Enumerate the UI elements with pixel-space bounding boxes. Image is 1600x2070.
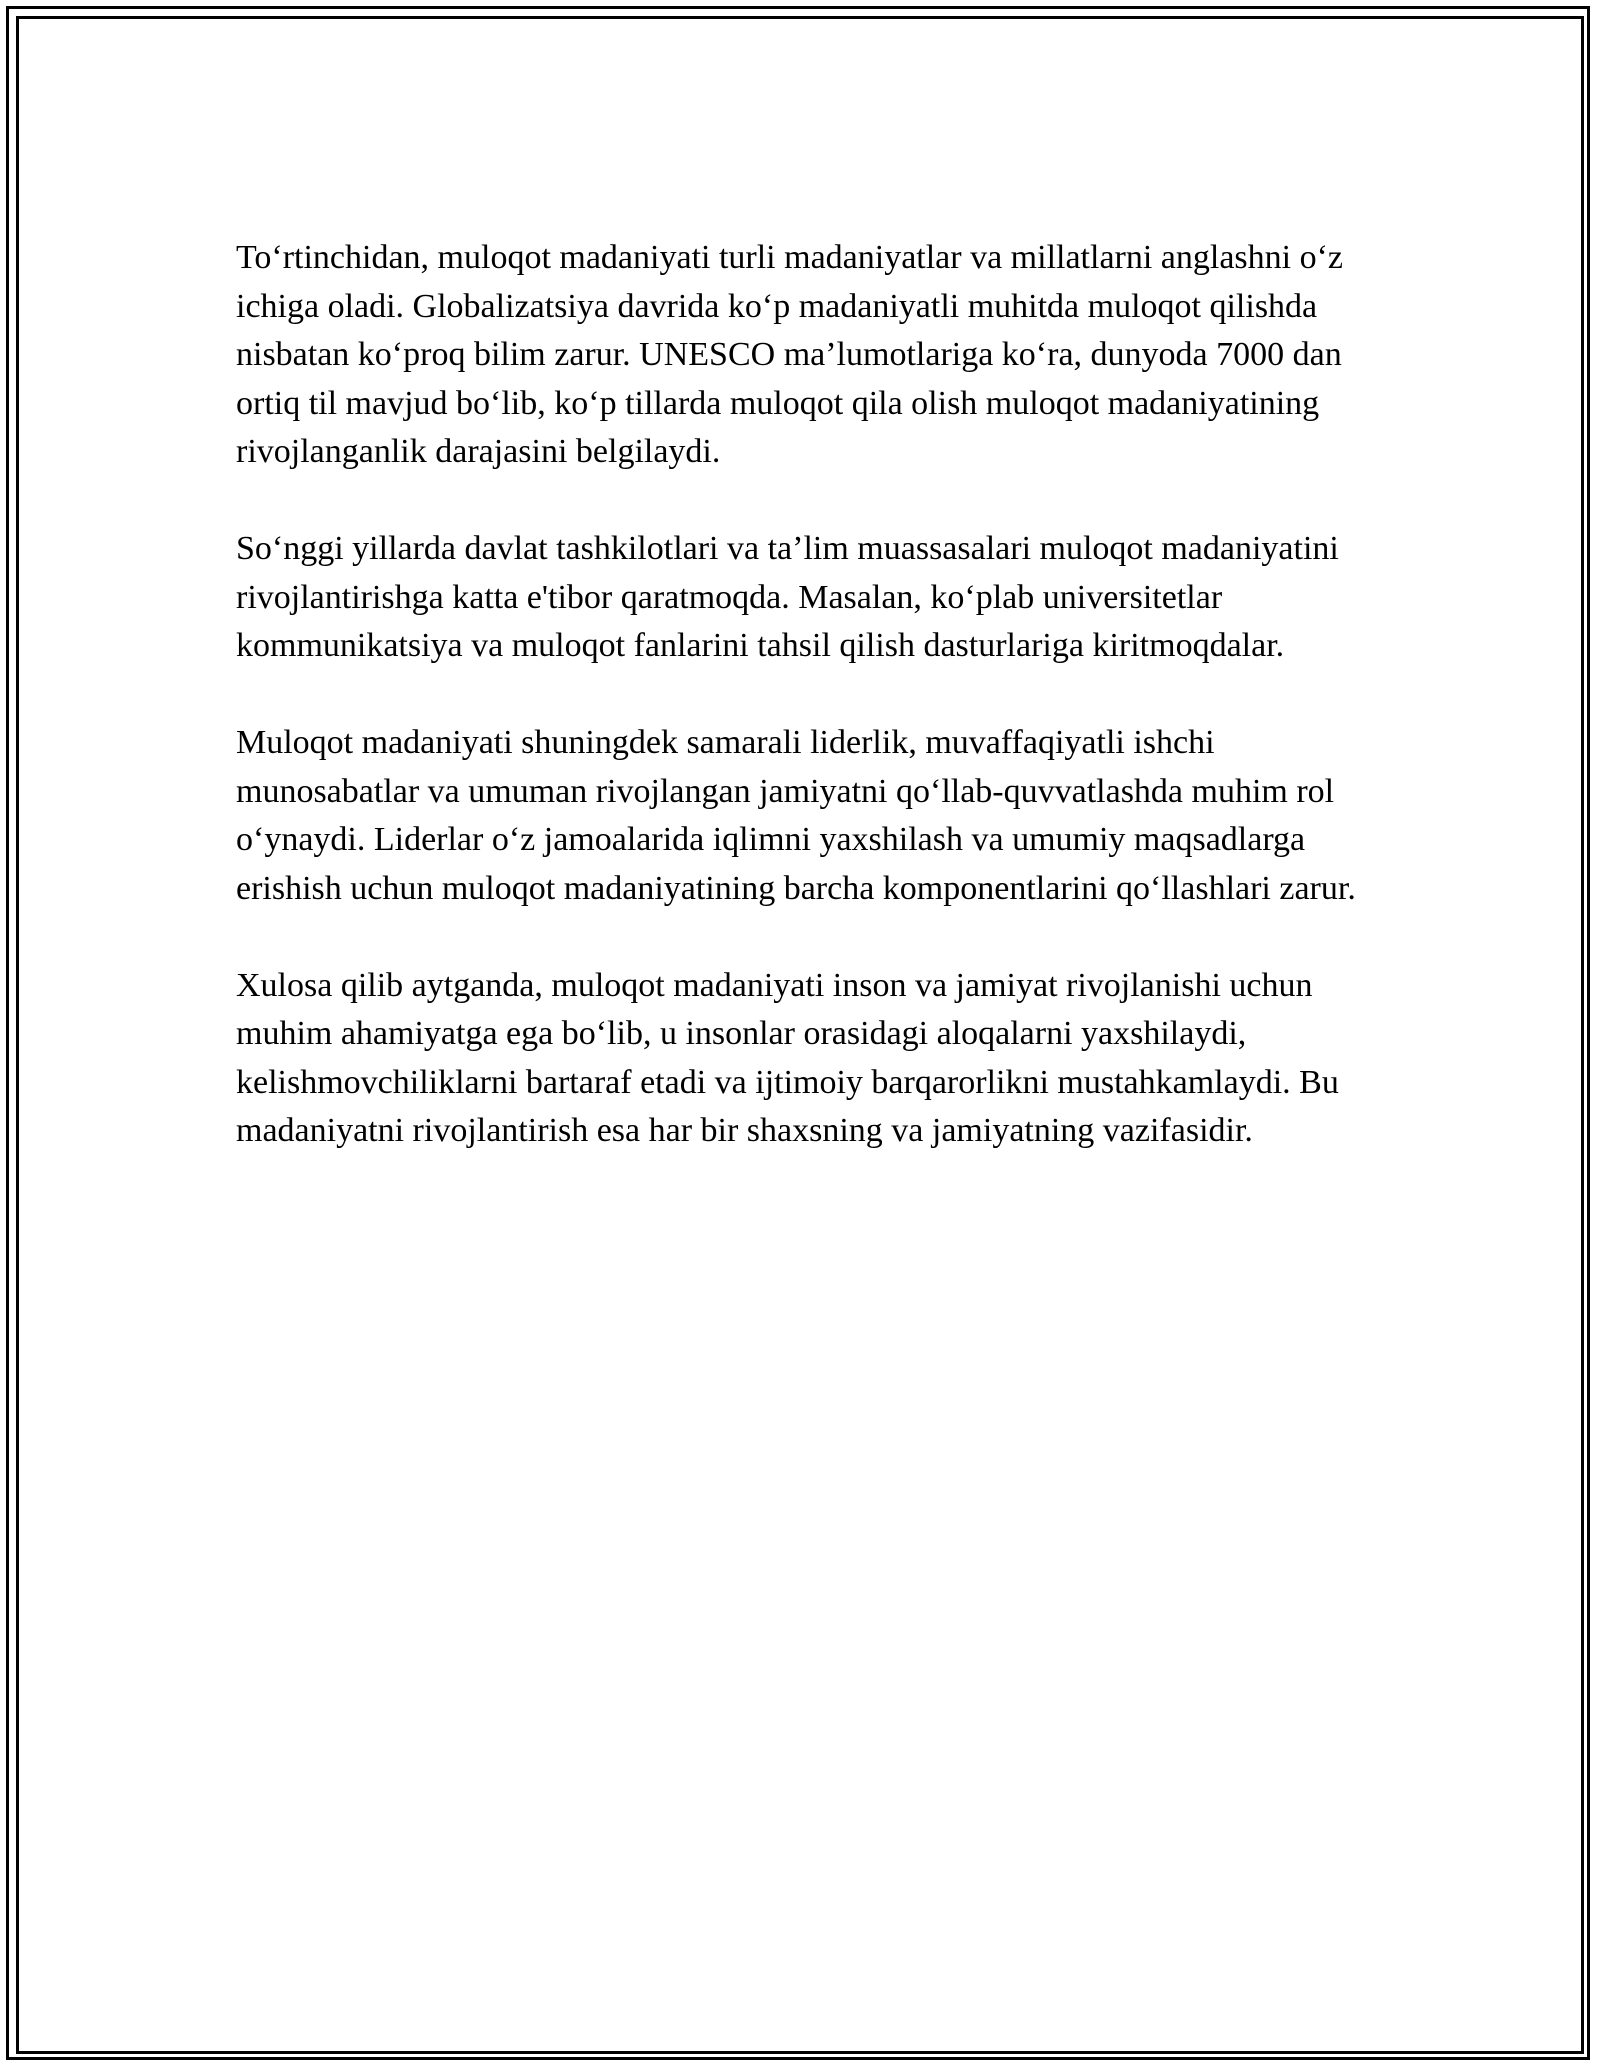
paragraph-2: So‘nggi yillarda davlat tashkilotlari va ta’lim muassasalari muloqot madaniyatini rivojlantirishga katta e'tibor qaratmoqda. Masalan, ko‘plab universitetlar kommunikatsiya va muloqot fanlarini tahsil qilish dasturlariga kiritmoqdalar.: [236, 530, 1339, 664]
document-body: [236, 234, 1366, 1156]
paragraph-4: Xulosa qilib aytganda, muloqot madaniyati inson va jamiyat rivojlanishi uchun muhim ahamiyatga ega bo‘lib, u insonlar orasidagi aloqalarni yaxshilaydi, kelishmovchiliklarni bartaraf etadi va ijtimoiy barqarorlikni mustahkamlaydi. Bu madaniyatni rivojlantirish esa har bir shaxsning va jamiyatning vazifasidir.: [236, 966, 1339, 1149]
paragraph-1: To‘rtinchidan, muloqot madaniyati turli madaniyatlar va millatlarni anglashni o‘z ichiga oladi. Globalizatsiya davrida ko‘p madaniyatli muhitda muloqot qilishda nisbatan ko‘proq bilim zarur. UNESCO ma’lumotlariga ko‘ra, dunyoda 7000 dan ortiq til mavjud bo‘lib, ko‘p tillarda muloqot qila olish muloqot madaniyatining rivojlanganlik darajasini belgilaydi.: [236, 239, 1344, 470]
paragraph-3: Muloqot madaniyati shuningdek samarali liderlik, muvaffaqiyatli ishchi munosabatlar va umuman rivojlangan jamiyatni qo‘llab-quvvatlashda muhim rol o‘ynaydi. Liderlar o‘z jamoalarida iqlimni yaxshilash va umumiy maqsadlarga erishish uchun muloqot madaniyatining barcha komponentlarini qo‘llashlari zarur.: [236, 724, 1356, 907]
